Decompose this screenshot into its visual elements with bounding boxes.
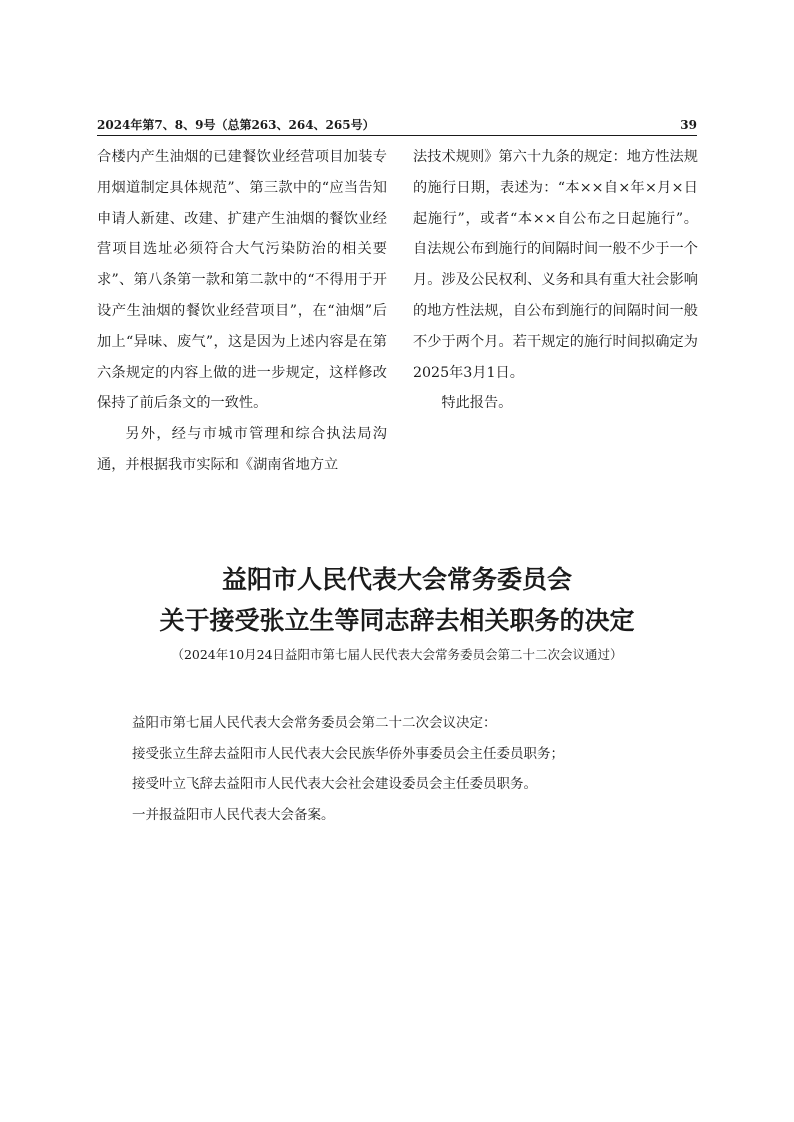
left-paragraph-2: 另外，经与市城市管理和综合执法局沟通，并根据我市实际和《湖南省地方立: [97, 426, 387, 473]
header-rule: [97, 135, 697, 136]
left-paragraph-1: 合楼内产生油烟的已建餐饮业经营项目加装专用烟道制定具体规范”、第三款中的“应当告知申请人新建、改建、扩建产生油烟的餐饮业经营项目选址必须符合大气污染防治的相关要求”、第八条第一款和第二款中的“不得用于开设产生油烟的餐饮业经营项目”，在“油烟”后加上“异味、废气”，这是因为上述内容是在第六条规定的内容上做的进一步规定，这样修改保持了前后条文的一致性。: [97, 149, 387, 412]
closing-text: 特此报告。: [441, 395, 513, 412]
decision-subtitle: （2024年10月24日益阳市第七届人民代表大会常务委员会第二十二次会议通过）: [171, 647, 623, 662]
left-column: [97, 142, 387, 481]
page-number: 39: [680, 118, 697, 132]
right-column: [413, 142, 698, 419]
running-header: [97, 116, 697, 134]
decision-title-line-1: 益阳市人民代表大会常务委员会: [221, 565, 572, 594]
decision-line: 接受张立生辞去益阳市人民代表大会民族华侨外事委员会主任委员职务；: [132, 745, 564, 762]
decision-title-line-2: 关于接受张立生等同志辞去相关职务的决定: [159, 606, 635, 635]
decision-line: 接受叶立飞辞去益阳市人民代表大会社会建设委员会主任委员职务。: [132, 776, 537, 792]
decision-line: 一并报益阳市人民代表大会备案。: [132, 806, 335, 823]
issue-number: 2024年第7、8、9号（总第263、264、265号）: [97, 118, 375, 132]
right-paragraph-1: 法技术规则》第六十九条的规定：地方性法规的施行日期，表述为：“本××自×年×月×日起施行”，或者“本××自公布之日起施行”。自法规公布到施行的间隔时间一般不少于一个月。涉及公民权利、义务和具有重大社会影响的地方性法规，自公布到施行的间隔时间一般不少于两个月。若干规定的施行时间拟确定为2025年3月1日。: [413, 149, 698, 381]
decision-line: 益阳市第七届人民代表大会常务委员会第二十二次会议决定：: [132, 715, 497, 731]
decision-body: [132, 708, 732, 830]
